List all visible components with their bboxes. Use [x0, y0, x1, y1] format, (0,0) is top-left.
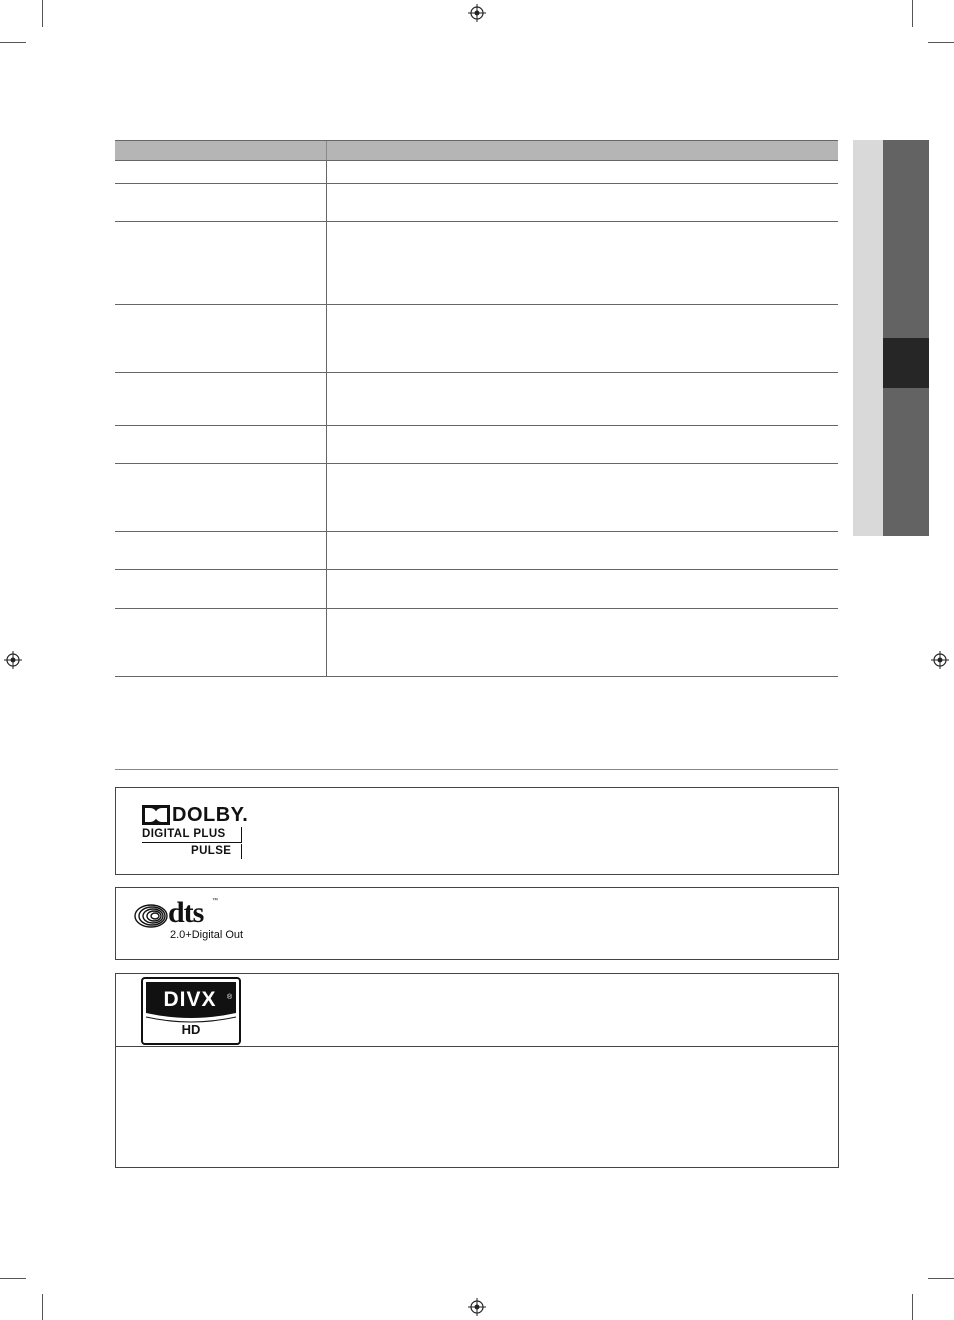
dts-trademark: ™ [212, 898, 218, 904]
dolby-digital-plus-text: DIGITAL PLUS [142, 828, 226, 840]
registration-mark-icon [4, 651, 22, 669]
dts-license-box [115, 887, 839, 960]
divx-wordmark: DIVX [163, 988, 217, 1011]
table-header-row [115, 140, 838, 161]
table-row-divider [115, 183, 838, 184]
table-row-divider [115, 425, 838, 426]
crop-mark-top-right-horizontal [928, 42, 954, 43]
crop-mark-bottom-right-horizontal [928, 1278, 954, 1279]
dts-rings-icon [134, 904, 168, 928]
crop-mark-top-left-vertical [42, 0, 43, 27]
dts-logo [134, 898, 259, 953]
crop-mark-bottom-left-vertical [42, 1294, 43, 1320]
registration-mark-icon [468, 4, 486, 22]
table-row-divider [115, 372, 838, 373]
divx-logo [141, 977, 241, 1045]
crop-mark-top-left-horizontal [0, 42, 26, 43]
registration-mark-icon [931, 651, 949, 669]
side-tab-active-chapter [883, 338, 929, 388]
dolby-rule-vertical [241, 827, 242, 842]
table-row-divider [115, 569, 838, 570]
dts-wordmark: dts [168, 896, 204, 929]
crop-mark-top-right-vertical [912, 0, 913, 27]
divx-box-divider [116, 1046, 838, 1047]
divx-registered-mark: ® [227, 994, 233, 1001]
dolby-rule [142, 842, 242, 843]
table-header-divider [326, 141, 327, 160]
crop-mark-bottom-right-vertical [912, 1294, 913, 1320]
table-row-divider [115, 531, 838, 532]
dts-subtitle: 2.0+Digital Out [170, 929, 244, 941]
dolby-license-box [115, 787, 839, 875]
section-separator [115, 769, 838, 770]
side-tab-light [853, 140, 883, 536]
divx-hd-text: HD [181, 1022, 201, 1037]
table-bottom-border [115, 676, 838, 677]
dolby-double-d-icon [142, 805, 170, 825]
registration-mark-icon [468, 1298, 486, 1316]
table-column-divider [326, 160, 327, 677]
dolby-wordmark: DOLBY. [172, 804, 249, 826]
table-row-divider [115, 463, 838, 464]
divx-license-box [115, 973, 839, 1168]
table-row-divider [115, 304, 838, 305]
crop-mark-bottom-left-horizontal [0, 1278, 26, 1279]
dolby-rule-vertical [241, 844, 242, 859]
table-row-divider [115, 608, 838, 609]
table-row-divider [115, 221, 838, 222]
dolby-pulse-text: PULSE [191, 845, 232, 857]
